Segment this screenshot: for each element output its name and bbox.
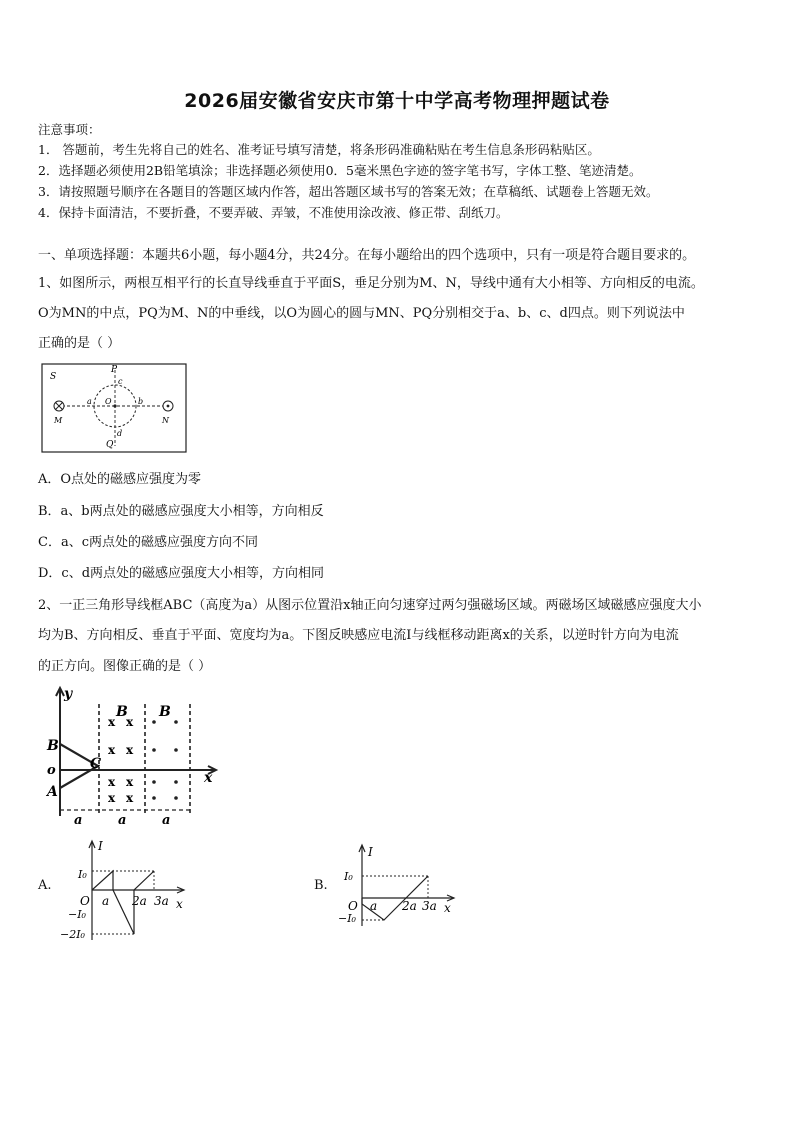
magnetic-field-out-of-page-icon — [152, 720, 178, 800]
q1-option-c: C．a、c两点处的磁感应强度方向不同 — [38, 535, 258, 550]
label-B-dot: B — [159, 704, 171, 720]
q2-field-figure — [44, 684, 226, 824]
q1-line-1: 1、如图所示，两根互相平行的长直导线垂直于平面S，垂足分别为M、N，导线中通有大小相等、方向相反的电流。 — [38, 276, 704, 291]
label-Q: Q — [106, 440, 114, 450]
label-d: d — [117, 429, 123, 438]
label-a: a — [87, 397, 92, 406]
svg-text:x: x — [126, 791, 134, 805]
q1-line-3: 正确的是（ ） — [38, 336, 121, 351]
svg-text:2a: 2a — [132, 894, 147, 908]
svg-text:3a: 3a — [154, 894, 169, 908]
label-N: N — [162, 416, 169, 425]
q2-line-1: 2、一正三角形导线框ABC（高度为a）从图示位置沿x轴正向匀速穿过两匀强磁场区域。两磁场区域磁感应强度大小 — [38, 598, 702, 613]
svg-text:O: O — [348, 899, 358, 913]
label-a-2: a — [118, 813, 127, 824]
svg-text:−I₀: −I₀ — [338, 912, 356, 925]
notice-heading: 注意事项： — [38, 122, 101, 137]
svg-text:x: x — [126, 715, 134, 729]
q2-line-3: 的正方向。图像正确的是（ ） — [38, 659, 212, 674]
svg-text:3a: 3a — [422, 899, 437, 913]
svg-text:−I₀: −I₀ — [68, 908, 86, 921]
q1-line-2: O为MN的中点，PQ为M、N的中垂线，以O为圆心的圆与MN、PQ分别相交于a、b、c、d四点。则下列说法中 — [38, 306, 685, 321]
svg-text:−2I₀: −2I₀ — [60, 928, 85, 941]
notice-item-3: 3．请按照题号顺序在各题目的答题区域内作答，超出答题区域书写的答案无效；在草稿纸、试题卷上答题无效。 — [38, 184, 659, 199]
q1-option-a: A．O点处的磁感应强度为零 — [38, 472, 202, 487]
svg-text:a: a — [102, 894, 110, 908]
label-y: y — [64, 686, 73, 702]
label-c: c — [118, 377, 123, 386]
svg-text:x: x — [126, 743, 134, 757]
svg-text:x: x — [108, 775, 116, 789]
page-title: 2026届安徽省安庆市第十中学高考物理押题试卷 — [184, 90, 610, 112]
q1-option-b: B．a、b两点处的磁感应强度大小相等，方向相反 — [38, 504, 324, 519]
label-P: P — [111, 365, 118, 375]
label-O: O — [105, 397, 112, 406]
svg-text:I: I — [368, 845, 373, 859]
q2-option-b-graph — [336, 840, 458, 928]
notice-item-4: 4．保持卡面清洁，不要折叠，不要弄破、弄皱，不准使用涂改液、修正带、刮纸刀。 — [38, 205, 509, 220]
svg-text:a: a — [370, 899, 378, 913]
svg-text:O: O — [80, 894, 90, 908]
q2-option-a-label: A. — [38, 878, 52, 893]
label-b: b — [138, 397, 144, 406]
label-a-3: a — [162, 813, 171, 824]
label-C: C — [90, 756, 102, 772]
svg-text:I₀: I₀ — [344, 870, 353, 883]
label-A: A — [47, 784, 58, 800]
q2-option-a-graph — [56, 836, 190, 944]
svg-text:x: x — [176, 897, 183, 911]
svg-text:x: x — [108, 743, 116, 757]
label-S: S — [50, 372, 57, 382]
label-B-cross: B — [116, 704, 128, 720]
q2-option-b-label: B. — [314, 878, 328, 893]
q1-figure — [40, 362, 188, 456]
notice-item-2: 2．选择题必须使用2B铅笔填涂；非选择题必须使用0．5毫米黑色字迹的签字笔书写，字体工整、笔迹清楚。 — [38, 163, 642, 178]
label-B: B — [47, 738, 59, 754]
q1-option-d: D．c、d两点处的磁感应强度大小相等，方向相同 — [38, 566, 325, 581]
label-a-1: a — [74, 813, 83, 824]
q2-line-2: 均为B、方向相反、垂直于平面、宽度均为a。下图反映感应电流I与线框移动距离x的关系，以逆时针方向为电流 — [38, 628, 679, 643]
section-heading: 一、单项选择题：本题共6小题，每小题4分，共24分。在每小题给出的四个选项中，只有一项是符合题目要求的。 — [38, 248, 696, 263]
svg-text:x: x — [126, 775, 134, 789]
svg-text:2a: 2a — [402, 899, 417, 913]
svg-text:I₀: I₀ — [78, 868, 87, 881]
svg-text:x: x — [444, 901, 451, 915]
label-x: x — [204, 770, 213, 786]
svg-text:x: x — [108, 715, 116, 729]
svg-text:I: I — [98, 839, 103, 853]
magnetic-field-into-page-icon — [108, 715, 134, 805]
notice-item-1: 1． 答题前，考生先将自己的姓名、准考证号填写清楚，将条形码准确粘贴在考生信息条形码粘贴区。 — [38, 142, 600, 157]
label-o: o — [47, 763, 56, 778]
svg-text:x: x — [108, 791, 116, 805]
label-M: M — [54, 416, 63, 425]
